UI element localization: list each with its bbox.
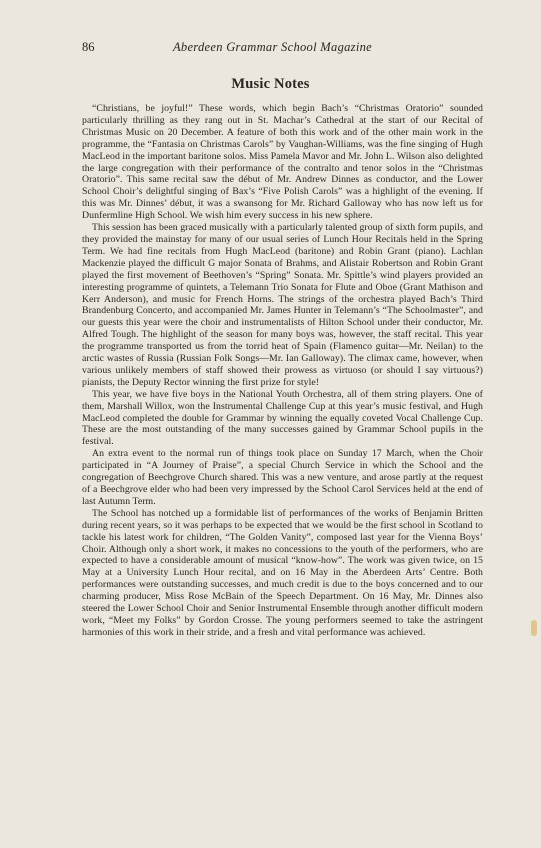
paragraph: The School has notched up a formidable list of performances of the works of Benjamin Britten during recent years, so it was perhaps to be expected that we would be the first school in Scotland to tackle his latest work for children, “The Golden Vanity”, composed last year for the Vienna Boys’ Choir. Although only a short work, it makes no concessions to the youth of the performers, who are expected to have a considerable amount of musical “know-how”. The work was given twice, on 15 May at a University Lunch Hour recital, and on 16 May in the Aberdeen Arts’ Centre. Both performances were outstanding successes, and much credit is due to the boys concerned and to our charming producer, Miss Rose McBain of the Speech Department. On 16 May, Mr. Dinnes also steered the Lower School Choir and Senior Instrumental Ensemble through another difficult modern work, “Meet my Folks” by Gordon Crosse. The young performers seemed to take the astringent harmonies of this work in their stride, and a fresh and vital performance was achieved. (82, 507, 483, 638)
running-title: Aberdeen Grammar School Magazine (172, 40, 373, 54)
paper-blemish (531, 620, 537, 636)
article-body (82, 103, 483, 639)
page-number: 86 (82, 40, 95, 54)
paragraph: An extra event to the normal run of things took place on Sunday 17 March, when the Choir participated in “A Journey of Praise”, a special Church Service in which the School and the congregation of Beechgrove Church shared. This was a new venture, and arose partly at the request of a Beechgrove elder who had been very impressed by the School Carol Services held at the end of last Autumn Term. (82, 448, 483, 507)
paragraph: “Christians, be joyful!” These words, which begin Bach’s “Christmas Oratorio” sounded particularly thrilling as they rang out in St. Machar’s Cathedral at the start of our Recital of Christmas Music on 20 December. A feature of both this work and of the other main work in the programme, the “Fantasia on Christmas Carols” by Vaughan-Williams, was the fine singing of Hugh MacLeod in the important baritone solos. Miss Pamela Mavor and Mr. John L. Wilson also delighted the large congregation with their performance of the contralto and tenor solos in the “Christmas Oratorio”. This same recital saw the début of Mr. Andrew Dinnes as conductor, and the Lower School Choir’s delightful singing of Bax’s “Five Polish Carols” was a highlight of the evening. If this was Mr. Dinnes’ début, it was a swansong for Mr. Richard Galloway who has now left us for Dunfermline High School. We wish him every success in his new sphere. (82, 103, 483, 222)
paragraph: This year, we have five boys in the National Youth Orchestra, all of them string players. One of them, Marshall Willox, won the Instrumental Challenge Cup at this year’s music festival, and Hugh MacLeod completed the double for Grammar by winning the equally coveted Vocal Challenge Cup. These are the most outstanding of the many successes gained by Grammar School pupils in the festival. (82, 388, 483, 448)
page-header (82, 40, 463, 55)
article-title: Music Notes (231, 76, 310, 92)
paragraph: This session has been graced musically with a particularly talented group of sixth form pupils, and they provided the mainstay for many of our usual series of Lunch Hour Recitals held in the Spring Term. We had fine recitals from Hugh MacLeod (baritone) and Robin Grant (piano). Lachlan Mackenzie played the difficult G major Sonata of Brahms, and Alistair Robertson and Robin Grant played the first movement of Beethoven’s “Spring” Sonata. Mr. Spittle’s wind players provided an interesting programme of quintets, a Telemann Trio Sonata for Flute and Oboe (Grant Mathison and Kerr Anderson), and music for French Horns. The strings of the orchestra played Bach’s Third Brandenburg Concerto, and accompanied Mr. James Hunter in Telemann’s “The Schoolmaster”, and our guests this year were the choir and instrumentalists of Hilton School under their conductor, Mr. Alfred Tough. The highlight of the season for many boys was, however, the staff recital. This year the programme transported us from the torrid heat of Spain (Flamenco guitar—Mr. Neilan) to the arctic wastes of Russia (Russian Folk Songs—Mr. Ian Galloway). The climax came, however, when various unlikely members of staff showed their prowess as virtuoso (or should I say virtuous?) pianists, the Deputy Rector winning the first prize for style! (82, 222, 483, 388)
